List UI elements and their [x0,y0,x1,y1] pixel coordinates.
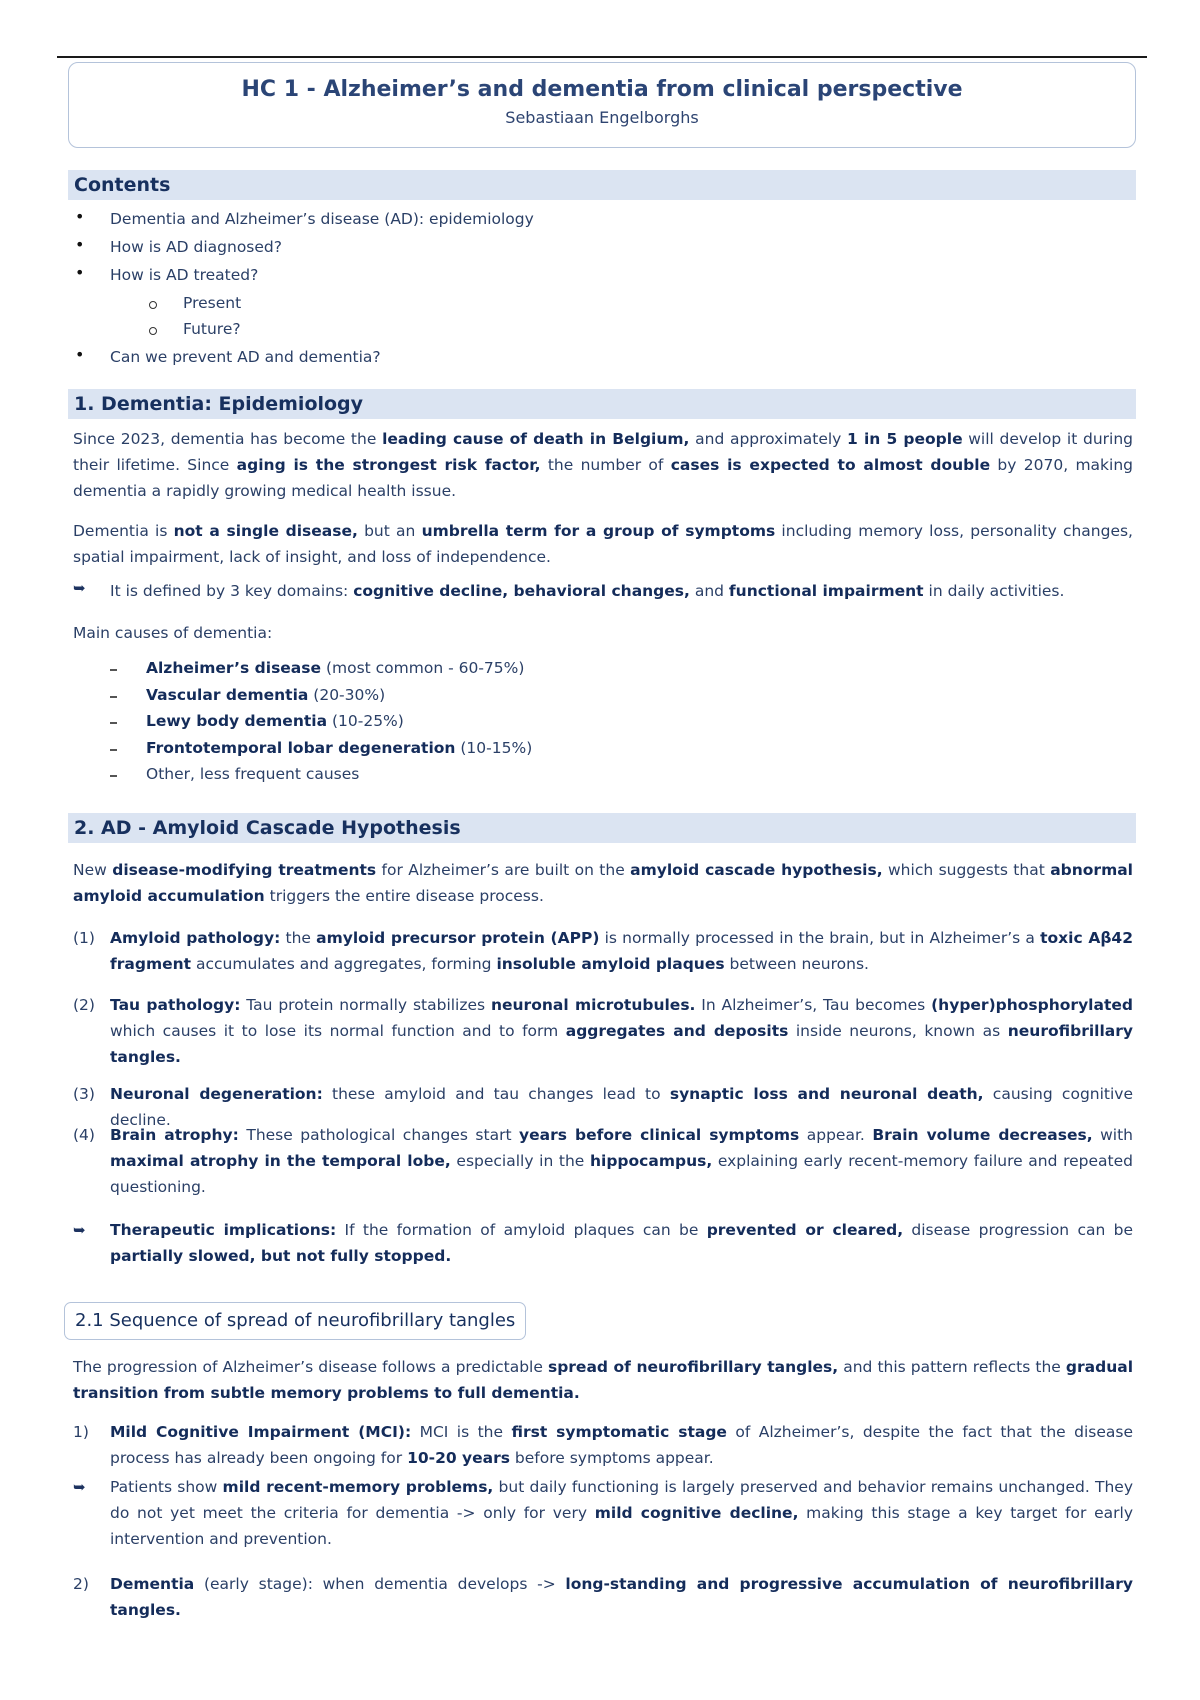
paragraph-tangles-intro: The progression of Alzheimer’s disease follows a predictable spread of neurofibrillary tangles, and this pattern reflects the gradual transition from subtle memory problems to full dementia. [73,1358,1134,1402]
brain-atrophy-item: Brain atrophy: These pathological changes start years before clinical symptoms appear. Brain volume decreases, with maximal atrophy in the temporal lobe, especially in the hippocampus, explaining early recent-memory failure and repeated questioning. [110,1126,1133,1196]
dash-bullet-icon [110,775,117,777]
contents-item: Dementia and Alzheimer’s disease (AD): epidemiology [110,210,534,228]
cause-item: Lewy body dementia (10-25%) [146,712,404,730]
circle-bullet-icon [149,301,157,309]
item-number: (2) [73,996,95,1014]
item-number: (4) [73,1126,95,1144]
dash-bullet-icon [110,722,117,724]
amyloid-pathology-item: Amyloid pathology: the amyloid precursor protein (APP) is normally processed in the brain, but in Alzheimer’s a toxic Aβ42 fragment accumulates and aggregates, forming insoluble amyloid plaques between neurons. [110,929,1133,973]
cause-item: Frontotemporal lobar degeneration (10-15%) [146,739,533,757]
contents-item: How is AD diagnosed? [110,238,282,256]
arrow-bullet-icon: ➥ [73,1478,86,1496]
cause-item: Vascular dementia (20-30%) [146,686,386,704]
author-name: Sebastiaan Engelborghs [505,108,699,127]
mci-item: Mild Cognitive Impairment (MCI): MCI is the first symptomatic stage of Alzheimer’s, despite the fact that the disease process has already been ongoing for 10-20 years before symptoms appear. [110,1423,1133,1467]
dash-bullet-icon [110,749,117,751]
contents-subitem: Future? [183,320,241,338]
bullet-icon: • [75,263,85,282]
dash-bullet-icon [110,696,117,698]
item-number: 2) [73,1575,89,1593]
bullet-icon: • [75,345,85,364]
bullet-icon: • [75,207,85,226]
arrow-bullet-icon: ➥ [73,579,86,597]
arrow-bullet-icon: ➥ [73,1221,86,1239]
title-box [68,62,1136,148]
contents-subitem: Present [183,294,242,312]
tau-pathology-item: Tau pathology: Tau protein normally stabilizes neuronal microtubules. In Alzheimer’s, Tau becomes (hyper)phosphorylated which causes it to lose its normal function and to form aggregates and deposits inside neurons, known as neurofibrillary tangles. [110,996,1133,1066]
section-2-1-heading: 2.1 Sequence of spread of neurofibrillary tangles [64,1302,526,1340]
neuronal-degeneration-item: Neuronal degeneration: these amyloid and tau changes lead to synaptic loss and neuronal death, causing cognitive decline. [110,1085,1134,1129]
dementia-stage-item: Dementia (early stage): when dementia develops -> long-standing and progressive accumulation of neurofibrillary tangles. [110,1575,1133,1619]
paragraph-amyloid-intro: New disease-modifying treatments for Alzheimer’s are built on the amyloid cascade hypothesis, which suggests that abnormal amyloid accumulation triggers the entire disease process. [73,861,1133,905]
therapeutic-implications: Therapeutic implications: If the formation of amyloid plaques can be prevented or cleared, disease progression can be partially slowed, but not fully stopped. [110,1221,1133,1265]
causes-label: Main causes of dementia: [73,624,273,642]
contents-heading: Contents [68,170,1136,200]
dash-bullet-icon [110,669,117,671]
patients-paragraph: Patients show mild recent-memory problems, but daily functioning is largely preserved and behavior remains unchanged. They do not yet meet the criteria for dementia -> only for very mild cognitive decline, making this stage a key target for early intervention and prevention. [110,1478,1133,1548]
top-rule [57,56,1147,58]
section-1-heading: 1. Dementia: Epidemiology [68,389,1136,419]
item-number: 1) [73,1423,89,1441]
contents-item: How is AD treated? [110,266,259,284]
cause-item: Alzheimer’s disease (most common - 60-75%) [146,659,525,677]
key-domains-line: It is defined by 3 key domains: cognitive decline, behavioral changes, and functional impairment in daily activities. [110,582,1065,600]
bullet-icon: • [75,235,85,254]
page-title: HC 1 - Alzheimer’s and dementia from clinical perspective [241,77,963,102]
cause-item: Other, less frequent causes [146,765,360,783]
item-number: (1) [73,929,95,947]
contents-item: Can we prevent AD and dementia? [110,348,381,366]
paragraph-definition: Dementia is not a single disease, but an umbrella term for a group of symptoms including memory loss, personality changes, spatial impairment, lack of insight, and loss of independence. [73,522,1133,566]
circle-bullet-icon [149,327,157,335]
paragraph-epidemiology: Since 2023, dementia has become the leading cause of death in Belgium, and approximately 1 in 5 people will develop it during their lifetime. Since aging is the strongest risk factor, the number of cases is expected to almost double by 2070, making dementia a rapidly growing medical health issue. [73,430,1134,500]
section-2-heading: 2. AD - Amyloid Cascade Hypothesis [68,813,1136,843]
item-number: (3) [73,1085,95,1103]
